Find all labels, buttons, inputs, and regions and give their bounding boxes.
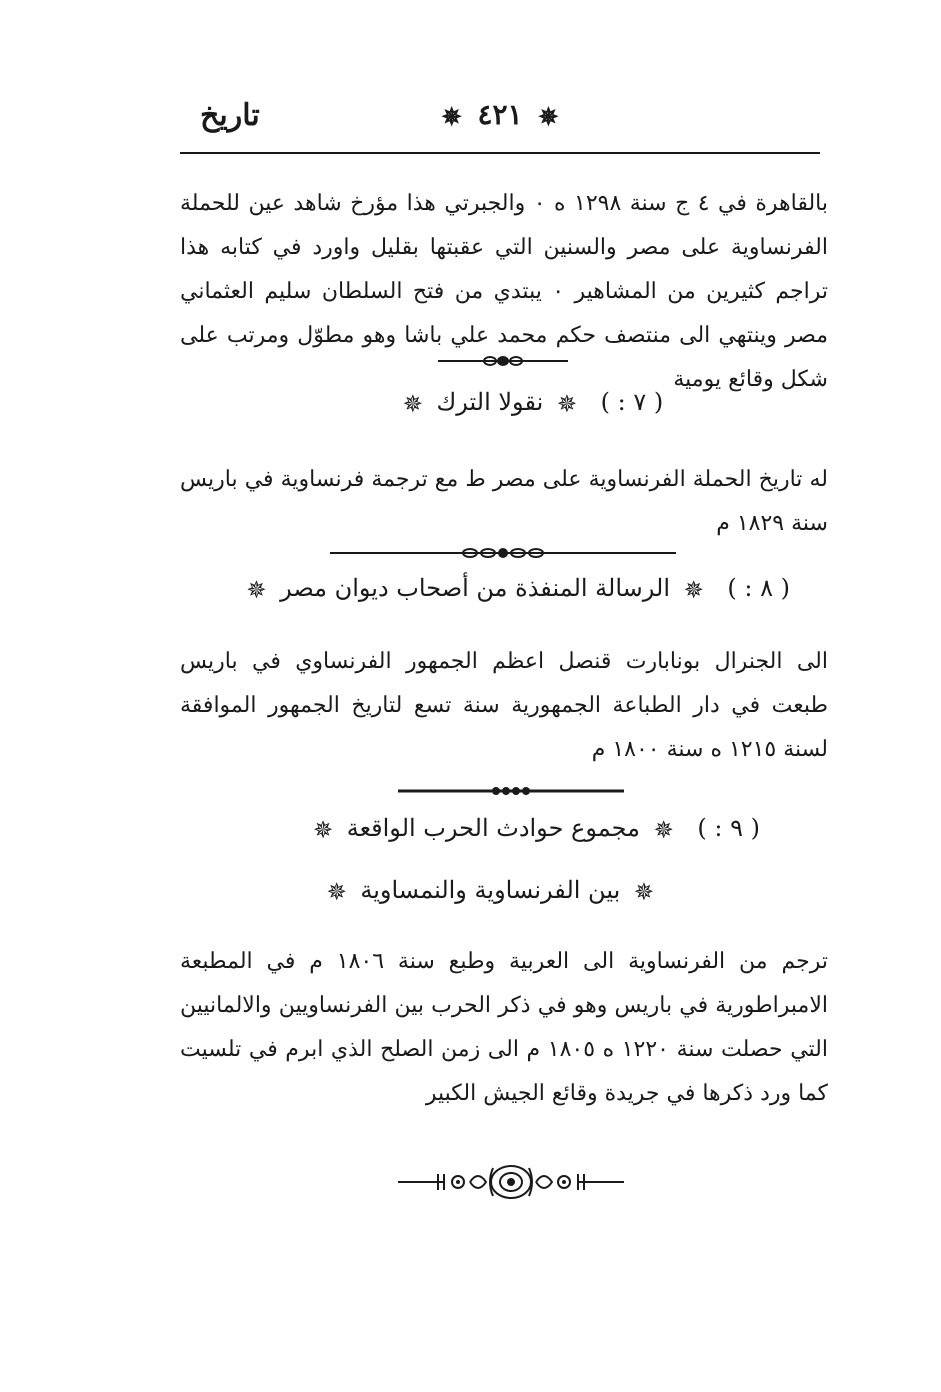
entry-heading-9 bbox=[312, 814, 760, 844]
star-ornament-icon: ✵ bbox=[246, 575, 267, 604]
entry-number: ( ٩ : ) bbox=[697, 814, 760, 842]
section-divider bbox=[330, 547, 676, 559]
star-ornament-icon: ✵ bbox=[402, 389, 423, 418]
entry-heading-7 bbox=[380, 388, 680, 418]
entry-title: نقولا الترك bbox=[436, 388, 544, 416]
end-ornament-icon bbox=[398, 1160, 624, 1204]
paragraph-majmu: ترجم من الفرنساوية الى العربية وطبع سنة ١٨٠٦ م في المطبعة الامبراطورية في باريس وهو في ذكر الحرب بين الفرنساويين والالمانيين التي حصلت سنة ١٢٢٠ ه ١٨٠٥ م الى زمن الصلح الذي ابرم في تلسيت كما ورد ذكرها في جريدة وقائع الجيش الكبير bbox=[180, 949, 828, 1106]
star-ornament-icon: ✵ bbox=[683, 575, 704, 604]
page-header bbox=[180, 92, 820, 152]
star-ornament-icon: ✵ bbox=[312, 815, 334, 844]
star-ornament-icon: ✵ bbox=[538, 102, 559, 131]
entry-title-line-1: مجموع حوادث الحرب الواقعة bbox=[346, 814, 640, 842]
entry-heading-9-continued bbox=[326, 876, 660, 906]
star-ornament-icon: ✵ bbox=[326, 877, 347, 906]
section-divider bbox=[398, 785, 624, 797]
star-ornament-icon: ✵ bbox=[653, 815, 674, 844]
entry-title: الرسالة المنفذة من أصحاب ديوان مصر bbox=[280, 574, 670, 602]
page-number-block bbox=[420, 98, 580, 131]
star-ornament-icon: ✵ bbox=[441, 102, 462, 131]
entry-title-line-2: بين الفرنساوية والنمساوية bbox=[360, 876, 621, 904]
page-number: ٤٢١ bbox=[477, 98, 523, 131]
section-divider bbox=[438, 355, 568, 367]
paragraph-risala: الى الجنرال بونابارت قنصل اعظم الجمهور الفرنساوي في باريس طبعت في دار الطباعة الجمهورية سنة تسع لتاريخ الجمهور الموافقة لسنة ١٢١٥ ه سنة ١٨٠٠ م bbox=[180, 649, 828, 762]
star-ornament-icon: ✵ bbox=[556, 389, 578, 418]
running-title: تاريخ bbox=[200, 98, 260, 133]
entry-heading-8 bbox=[246, 574, 790, 604]
paragraph-turk: له تاريخ الحملة الفرنساوية على مصر ط مع ترجمة فرنساوية في باريس سنة ١٨٢٩ م bbox=[180, 467, 828, 536]
entry-number: ( ٨ : ) bbox=[727, 574, 790, 602]
paragraph-jabarti: بالقاهرة في ٤ ج سنة ١٢٩٨ ه ٠ والجبرتي هذا مؤرخ شاهد عين للحملة الفرنساوية على مصر والسنين التي عقبتها بقليل واورد في كتابه هذا تراجم كثيرين من المشاهير ٠ يبتدي من فتح السلطان سليم العثماني مصر وينتهي الى منتصف حكم محمد علي باشا وهو مطوّل ومرتب على شكل وقائع يومية bbox=[180, 191, 829, 392]
header-rule bbox=[180, 152, 820, 154]
star-ornament-icon: ✵ bbox=[633, 877, 654, 906]
entry-number: ( ٧ : ) bbox=[600, 388, 664, 416]
